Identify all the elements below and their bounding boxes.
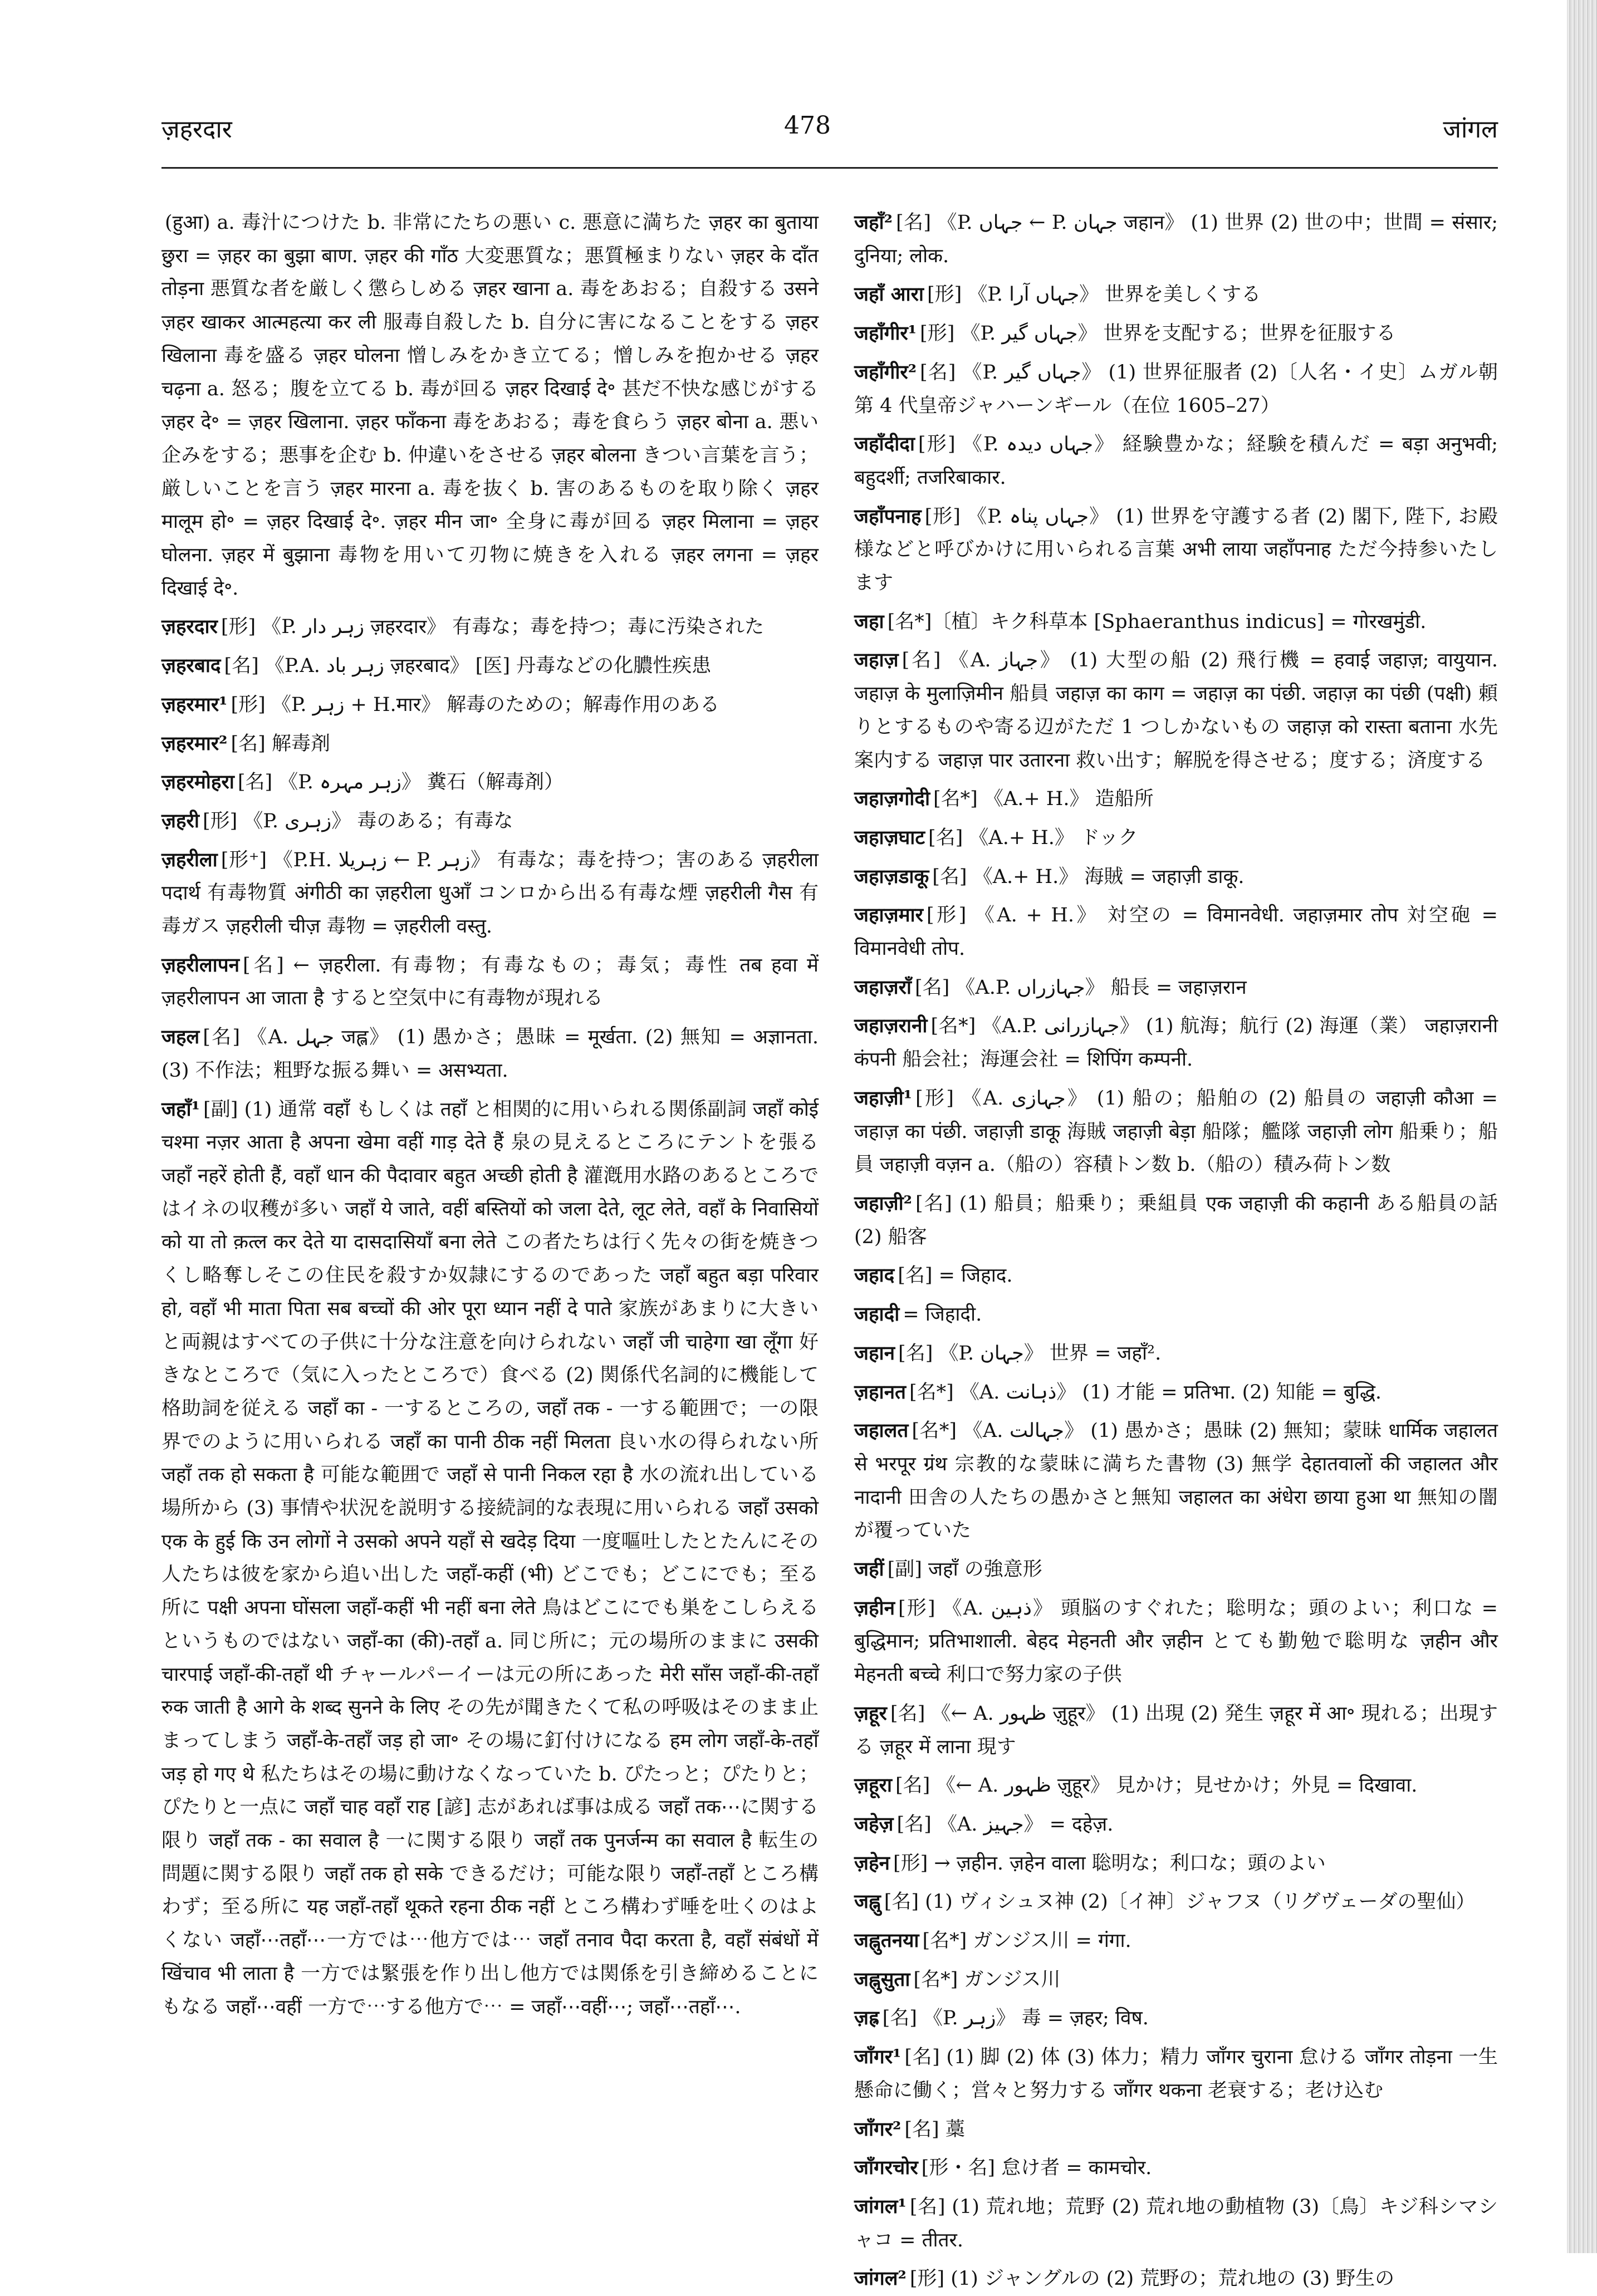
- entry-headword: ज़ह्र: [854, 2006, 879, 2030]
- dictionary-entry: [854, 2113, 1498, 2147]
- entry-headword: जहाज़राँ: [854, 975, 912, 999]
- entry-headword: जहाँगीर²: [854, 360, 917, 384]
- entry-definition: [名*] ガンジス川 = गंगा.: [922, 1930, 1131, 1952]
- entry-definition: [名] 《P. جہاں گیر》 (1) 世界征服者 (2)〔人名・イ史〕ムガル朝第 4 代皇帝ジャハーンギール（在位 1605–27）: [854, 361, 1498, 417]
- dictionary-entry: [854, 1847, 1498, 1881]
- entry-definition: [形] 《P. جہاں پناہ》 (1) 世界を守護する者 (2) 閣下, 陛下, お殿様などと呼びかけに用いられる言葉 अभी लाया जहाँपनाह ただ今持参いたします: [854, 505, 1498, 595]
- entry-headword: जहाज़रानी: [854, 1014, 928, 1038]
- entry-headword: ज़हरमार¹: [161, 693, 228, 716]
- dictionary-entry: [854, 971, 1498, 1005]
- entry-definition: [名] (1) 荒れ地；荒野 (2) 荒れ地の動植物 (3)〔鳥〕キジ科シマシャコ = तीतर.: [854, 2195, 1498, 2251]
- dictionary-entry: [161, 206, 819, 605]
- dictionary-entry: [854, 1924, 1498, 1958]
- entry-headword: ज़हरदार: [161, 615, 218, 639]
- dictionary-entry: [854, 206, 1498, 273]
- entry-definition: [形] 《P. زہری》 毒のある；有毒な: [202, 810, 513, 832]
- dictionary-entry: [854, 899, 1498, 965]
- entry-definition: [名] (1) ヴィシュヌ神 (2)〔イ神〕ジャフヌ（リグヴェーダの聖仙）: [884, 1891, 1476, 1914]
- entry-headword: जाँगर¹: [854, 2045, 902, 2069]
- dictionary-entry: [854, 1009, 1498, 1076]
- dictionary-entry: [854, 1337, 1498, 1371]
- dictionary-entry: [854, 2040, 1498, 2107]
- entry-headword: जहाँदीदा: [854, 433, 915, 456]
- entry-headword: ज़हेन: [854, 1851, 890, 1875]
- entry-headword: ज़हूर: [854, 1701, 887, 1725]
- entry-headword: जाँगर²: [854, 2117, 902, 2141]
- entry-definition: [名] ← ज़हरीला. 有毒物；有毒なもの；毒気；毒性 तब हवा में ज़हरीलापन आ जाता है すると空気中に有毒物が現れる: [161, 954, 819, 1010]
- entry-definition: [形] (1) ジャングルの (2) 荒野の；荒れ地の (3) 野生の: [909, 2268, 1395, 2290]
- entry-headword: जहाद: [854, 1264, 895, 1287]
- page-edge: [1567, 0, 1597, 2253]
- dictionary-entry: [854, 1963, 1498, 1997]
- entry-headword: जहाज़ी²: [854, 1191, 912, 1215]
- entry-definition: [名*] 《A. ذہانت》 (1) 才能 = प्रतिभा. (2) 知能 = बुद्धि.: [909, 1381, 1382, 1404]
- entry-headword: जाँगरचोर: [854, 2156, 918, 2180]
- dictionary-entry: [161, 804, 819, 838]
- entry-definition: = जिहादी.: [903, 1303, 982, 1326]
- dictionary-entry: [854, 644, 1498, 777]
- entry-headword: जहाज़घाट: [854, 826, 925, 849]
- entry-headword: जहाँपनाह: [854, 504, 922, 528]
- entry-headword: जह्नुतनया: [854, 1929, 919, 1952]
- dictionary-entry: [854, 317, 1498, 351]
- dictionary-entry: [854, 1808, 1498, 1842]
- dictionary-entry: [854, 1414, 1498, 1548]
- entry-definition: [名] 《P. جہان》 世界 = जहाँ².: [898, 1342, 1162, 1365]
- dictionary-entry: [854, 860, 1498, 894]
- entry-headword: जहालत: [854, 1419, 909, 1443]
- entry-definition: [名*] 《A.P. جہازرانی》 (1) 航海；航行 (2) 海運（業） जहाज़रानी कंपनी 船会社；海運会社 = शिपिंग कम्पनी.: [854, 1015, 1498, 1071]
- dictionary-entry: [854, 1082, 1498, 1182]
- dictionary-entry: [854, 2151, 1498, 2185]
- dictionary-entry: [854, 278, 1498, 312]
- dictionary-entry: [854, 1259, 1498, 1293]
- entry-definition: [名] 《← A. ظہور ज़ुहूर》 見かけ；見せかけ；外見 = दिखावा.: [895, 1774, 1418, 1797]
- dictionary-entry: [854, 605, 1498, 639]
- entry-definition: [形] 《P. جہاں گیر》 世界を支配する；世界を征服する: [920, 322, 1396, 345]
- running-head-right: जांगल: [1443, 115, 1498, 144]
- entry-headword: ज़हरमोहरा: [161, 771, 234, 794]
- entry-headword: जहादी: [854, 1303, 900, 1326]
- dictionary-entry: [854, 1553, 1498, 1587]
- entry-headword: जहाज़डाकू: [854, 865, 929, 888]
- entry-headword: ज़हरी: [161, 809, 199, 832]
- entry-headword: जहाज़: [854, 649, 899, 672]
- entry-definition: [名] 《P. زہر مہرہ》 糞石（解毒剤）: [237, 771, 564, 794]
- entry-headword: जहा: [854, 610, 884, 633]
- entry-headword: जहाज़गोदी: [854, 787, 930, 811]
- dictionary-entry: [161, 649, 819, 683]
- entry-definition: [形] 《P. جہاں دیدہ》 経験豊かな；経験を積んだ = बड़ा अनुभवी; बहुदर्शी; तजरिबाकार.: [854, 433, 1498, 489]
- dictionary-entry: [854, 2001, 1498, 2035]
- entry-headword: ज़हूरा: [854, 1774, 892, 1797]
- dictionary-entry: [161, 610, 819, 644]
- dictionary-entry: [854, 1885, 1498, 1919]
- entry-definition: [名] 《P. زہر》 毒 = ज़हर; विष.: [882, 2007, 1149, 2030]
- entry-definition: [名] 《P. جہاں ← P. جہان जहान》 (1) 世界 (2) 世の中；世間 = संसार; दुनिया; लोक.: [854, 212, 1498, 267]
- entry-headword: जहाँ आरा: [854, 283, 924, 306]
- entry-definition: [名] 《A.P. جہازراں》 船長 = जहाज़रान: [914, 976, 1247, 999]
- entry-definition: [名] 《A. جہیز》 = दहेज़.: [897, 1813, 1114, 1836]
- entry-definition: [名*]〔植〕キク科草本 [Sphaeranthus indicus] = गोरखमुंडी.: [887, 610, 1427, 633]
- entry-headword: जह्नुसुता: [854, 1968, 910, 1991]
- entry-definition: [名] 《A. جہاز》 (1) 大型の船 (2) 飛行機 = हवाई जहाज़; वायुयान. जहाज़ के मुलाज़िमीन 船員 जहाज़ का काग = जहाज़ का पंछी. जहाज़ का पंछी (पक्षी) 頼りとするものや寄る辺がただ 1 つしかないもの जहाज़ को रास्ता बताना 水先案内する जहाज़ पार उतारना 救い出す；解脱を得させる；度する；済度する: [854, 649, 1498, 772]
- entry-definition: (हुआ) a. 毒汁につけた b. 非常にたちの悪い c. 悪意に満ちた ज़हर का बुताया छुरा = ज़हर का बुझा बाण. ज़हर की गाँठ 大変悪質な；悪質極まりない ज़हर के दाँत तोड़ना 悪質な者を厳しく懲らしめる ज़हर खाना a. 毒をあおる；自殺する उसने ज़हर खाकर आत्महत्या कर ली 服毒自殺した b. 自分に害になることをする ज़हर खिलाना 毒を盛る ज़हर घोलना 憎しみをかき立てる；憎しみを抱かせる ज़हर चढ़ना a. 怒る；腹を立てる b. 毒が回る ज़हर दिखाई दे॰ 甚だ不快な感じがする ज़हर दे॰ = ज़हर खिलाना. ज़हर फाँकना 毒をあおる；毒を食らう ज़हर बोना a. 悪い企みをする；悪事を企む b. 仲違いをさせる ज़हर बोलना きつい言葉を言う；厳しいことを言う ज़हर मारना a. 毒を抜く b. 害のあるものを取り除く ज़हर मालूम हो॰ = ज़हर दिखाई दे॰. ज़हर मीन जा॰ 全身に毒が回る ज़हर मिलाना = ज़हर घोलना. ज़हर में बुझाना 毒物を用いて刃物に焼きを入れる ज़हर लगना = ज़हर दिखाई दे॰.: [161, 212, 819, 600]
- entry-headword: जहाँ¹: [161, 1097, 200, 1121]
- entry-headword: जहीं: [854, 1558, 884, 1581]
- entry-headword: जहाज़मार: [854, 904, 923, 927]
- entry-definition: [名] 《A.+ H.》 海賊 = जहाज़ी डाकू.: [932, 865, 1245, 888]
- dictionary-entry: [161, 1021, 819, 1087]
- entry-headword: जांगल¹: [854, 2195, 907, 2218]
- entry-headword: ज़हरीला: [161, 848, 218, 871]
- entry-definition: [形] 《P. زہر + H.मार》 解毒のための；解毒作用のある: [231, 693, 720, 716]
- dictionary-entry: [854, 1376, 1498, 1410]
- entry-headword: जह्नु: [854, 1890, 881, 1914]
- dictionary-entry: [854, 821, 1498, 855]
- dictionary-entry: [854, 2190, 1498, 2257]
- entry-definition: [名] 解毒剤: [231, 732, 330, 755]
- dictionary-entry: [161, 1093, 819, 2024]
- entry-definition: [名*] ガンジス川: [913, 1968, 1061, 1991]
- entry-headword: जहेज़: [854, 1812, 894, 1836]
- entry-headword: जांगल²: [854, 2267, 907, 2290]
- entry-headword: ज़हरमार²: [161, 732, 228, 755]
- left-column: [161, 206, 819, 2221]
- dictionary-entry: [854, 1298, 1498, 1332]
- entry-definition: [形] → ज़हीन. ज़हेन वाला 聡明な；利口な；頭のよい: [893, 1852, 1326, 1875]
- dictionary-entry: [854, 428, 1498, 494]
- dictionary-entry: [854, 356, 1498, 423]
- entry-definition: [名] 《P.A. زہر باد ज़हरबाद》 [医] 丹毒などの化膿性疾患: [224, 655, 712, 678]
- entry-headword: जहाँगीर¹: [854, 322, 917, 345]
- entry-definition: [形] 《P. جہاں آرا》 世界を美しくする: [927, 283, 1261, 306]
- entry-definition: [副] (1) 通常 वहाँ もしくは तहाँ と相関的に用いられる関係副詞 जहाँ कोई चश्मा नज़र आता है अपना खेमा वहीं गाड़ देते हैं 泉の見えるところにテントを張る जहाँ नहरें होती हैं, वहाँ धान की पैदावार बहुत अच्छी होती है 灌漑用水路のあるところではイネの収穫が多い जहाँ ये जाते, वहीं बस्तियों को जला देते, लूट लेते, वहाँ के निवासियों को या तो क़त्ल कर देते या दासदासियाँ बना लेते この者たちは行く先々の街を焼きつくし略奪しそこの住民を殺すか奴隷にするのであった जहाँ बहुत बड़ा परिवार हो, वहाँ भी माता पिता सब बच्चों की ओर पूरा ध्यान नहीं दे पाते 家族があまりに大きいと両親はすべての子供に十分な注意を向けられない जहाँ जी चाहेगा खा लूँगा 好きなところで（気に入ったところで）食べる (2) 関係代名詞的に機能して格助詞を従える जहाँ का - 一するところの, जहाँ तक - 一する範囲で；一の限界でのように用いられる जहाँ का पानी ठीक नहीं मिलता 良い水の得られない所 जहाँ तक हो सकता है 可能な範囲で जहाँ से पानी निकल रहा है 水の流れ出している場所から (3) 事情や状況を説明する接続詞的な表現に用いられる जहाँ उसको एक के हुई कि उन लोगों ने उसको अपने यहाँ से खदेड़ दिया 一度嘔吐したとたんにその人たちは彼を家から追い出した जहाँ-कहीं (भी) どこでも；どこにでも；至る所に पक्षी अपना घोंसला जहाँ-कहीं भी नहीं बना लेते 鳥はどこにでも巣をこしらえるというものではない जहाँ-का (की)-तहाँ a. 同じ所に；元の場所のままに उसकी चारपाई जहाँ-की-तहाँ थी チャールパーイーは元の所にあった मेरी साँस जहाँ-की-तहाँ रुक जाती है आगे के शब्द सुनने के लिए その先が聞きたくて私の呼吸はそのまま止まってしまう जहाँ-के-तहाँ जड़ हो जा॰ その場に釘付けになる हम लोग जहाँ-के-तहाँ जड़ हो गए थे 私たちはその場に動けなくなっていた b. ぴたっと；ぴたりと；ぴたりと一点に जहाँ चाह वहाँ राह [諺] 志があれば事は成る जहाँ तक⋯に関する限り जहाँ तक - का सवाल है 一に関する限り जहाँ तक पुनर्जन्म का सवाल है 転生の問題に関する限り जहाँ तक हो सके できるだけ；可能な限り जहाँ-तहाँ ところ構わず；至る所に यह जहाँ-तहाँ थूकते रहना ठीक नहीं ところ構わず唾を吐くのはよくない जहाँ⋯तहाँ⋯一方では⋯他方では⋯ जहाँ तनाव पैदा करता है, वहाँ संबंधों में खिंचाव भी लाता है 一方では緊張を作り出し他方では関係を引き締めることにもなる जहाँ⋯वहीं 一方で⋯する他方で⋯ = जहाँ⋯वहीं⋯; जहाँ⋯तहाँ⋯.: [161, 1098, 819, 2018]
- entry-definition: [名*] 《A.+ H.》 造船所: [933, 788, 1154, 811]
- dictionary-entry: [161, 843, 819, 944]
- dictionary-entry: [161, 949, 819, 1015]
- running-head-left: ज़हरदार: [161, 115, 232, 144]
- dictionary-entry: [854, 1769, 1498, 1803]
- dictionary-entry: [854, 1592, 1498, 1692]
- entry-headword: जहान: [854, 1341, 895, 1365]
- page-number: 478: [784, 111, 831, 140]
- dictionary-entry: [854, 1187, 1498, 1254]
- entry-headword: जहल: [161, 1026, 200, 1049]
- dictionary-entry: [854, 782, 1498, 816]
- entry-definition: [形・名] 怠け者 = कामचोर.: [921, 2157, 1152, 2180]
- header-rule: [161, 167, 1498, 169]
- dictionary-entry: [161, 766, 819, 799]
- entry-headword: ज़हीन: [854, 1596, 895, 1620]
- entry-headword: जहाज़ी¹: [854, 1086, 912, 1110]
- right-column: [854, 206, 1498, 2290]
- entry-definition: [形⁺] 《P.H. زہریلا ← P. زہر》 有毒な；毒を持つ；害のある ज़हरीला पदार्थ 有毒物質 अंगीठी का ज़हरीला धुआँ コンロから出る有毒な煙 ज़हरीली गैस 有毒ガス ज़हरीली चीज़ 毒物 = ज़हरीली वस्तु.: [161, 848, 819, 938]
- entry-headword: ज़हरबाद: [161, 654, 221, 678]
- dictionary-entry: [161, 688, 819, 722]
- dictionary-entry: [161, 727, 819, 761]
- entry-definition: [名] 藁: [904, 2118, 965, 2141]
- entry-definition: [名] 《A. جہل जह्ल》 (1) 愚かさ；愚昧 = मूर्खता. (2) 無知 = अज्ञानता. (3) 不作法；粗野な振る舞い = असभ्यता.: [161, 1026, 819, 1082]
- entry-definition: [名] 《A.+ H.》 ドック: [928, 826, 1138, 849]
- entry-definition: [形] 《A. ذہین》 頭脳のすぐれた；聡明な；頭のよい；利口な = बुद्धिमान; प्रतिभाशाली. बेहद मेहनती और ज़हीन とても勤勉で聡明な ज़हीन और मेहनती बच्चे 利口で努力家の子供: [854, 1597, 1498, 1686]
- entry-definition: [形] 《A. + H.》 対空の = विमानवेधी. जहाज़मार तोप 対空砲 = विमानवेधी तोप.: [854, 904, 1498, 960]
- dictionary-entry: [854, 2262, 1498, 2296]
- entry-definition: [名*] 《A. جہالت》 (1) 愚かさ；愚昧 (2) 無知；蒙昧 धार्मिक जहालत से भरपूर ग्रंथ 宗教的な蒙昧に満ちた書物 (3) 無学 देहातवालों की जहालत और नादानी 田舎の人たちの愚かさと無知 जहालत का अंधेरा छाया हुआ था 無知の闇が覆っていた: [854, 1420, 1498, 1542]
- entry-definition: [名] (1) 脚 (2) 体 (3) 体力；精力 जाँगर चुराना 怠ける जाँगर तोड़ना 一生懸命に働く；営々と努力する जाँगर थकना 老衰する；老け込む: [854, 2046, 1498, 2102]
- entry-definition: [形] 《A. جہازی》 (1) 船の；船舶の (2) 船員の जहाज़ी कौआ = जहाज़ का पंछी. जहाज़ी डाकू 海賊 जहाज़ी बेड़ा 船隊；艦隊 जहाज़ी लोग 船乗り；船員 जहाज़ी वज़न a.（船の）容積トン数 b.（船の）積み荷トン数: [854, 1087, 1498, 1176]
- dictionary-entry: [854, 500, 1498, 600]
- entry-definition: [名] 《← A. ظہور ज़ुहूर》 (1) 出現 (2) 発生 ज़हूर में आ॰ 現れる；出現する ज़हूर में लाना 現す: [854, 1702, 1498, 1758]
- entry-definition: [形] 《P. زہر دار ज़हरदार》 有毒な；毒を持つ；毒に汚染された: [221, 616, 765, 639]
- entry-definition: [副] जहाँ の強意形: [887, 1558, 1042, 1581]
- entry-headword: ज़हरीलापन: [161, 953, 240, 977]
- entry-definition: [名] = जिहाद.: [898, 1264, 1013, 1287]
- entry-headword: जहाँ²: [854, 211, 893, 234]
- dictionary-entry: [854, 1697, 1498, 1764]
- entry-headword: ज़हानत: [854, 1380, 906, 1404]
- entry-definition: [名] (1) 船員；船乗り；乗組員 एक जहाज़ी की कहानी ある船員の話 (2) 船客: [854, 1192, 1498, 1248]
